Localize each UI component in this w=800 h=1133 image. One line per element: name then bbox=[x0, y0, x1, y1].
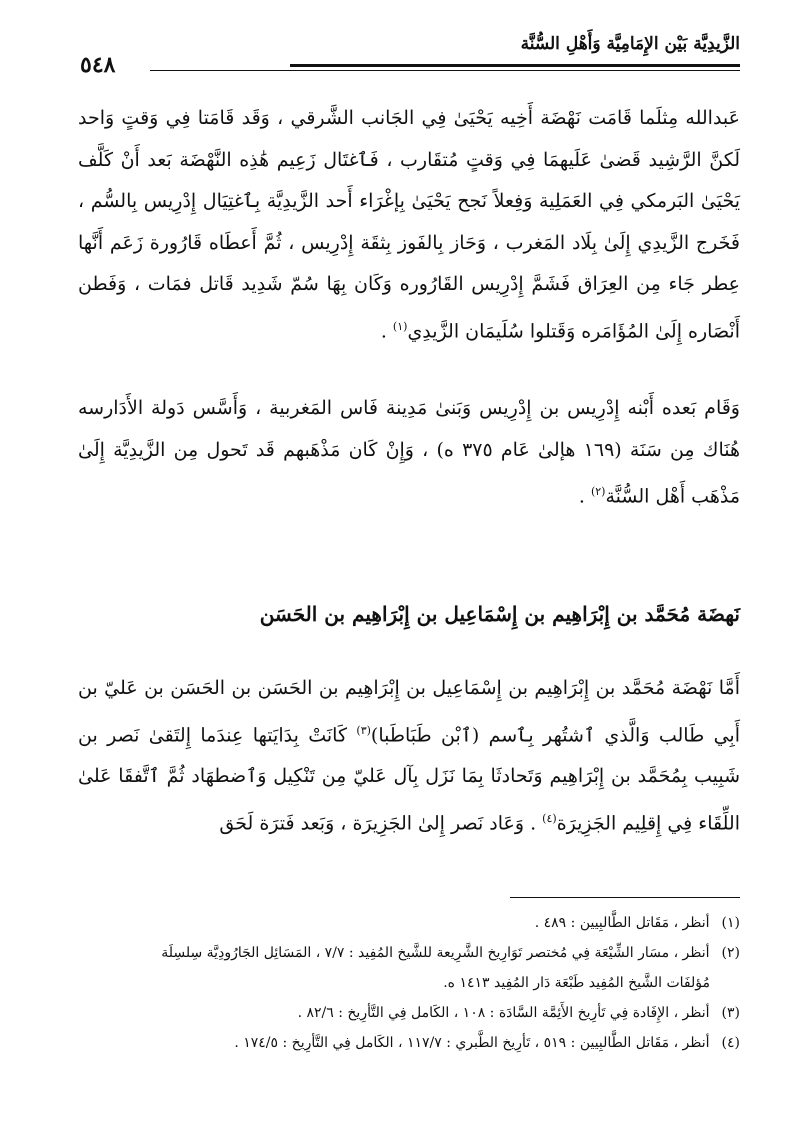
paragraph-3-text-a: أَمَّا نَهْضَة مُحَمَّد بن إِبْرَاهِيم بن إِسْمَاعِيل بن إِبْرَاهِيم بن الحَسَن بن الحَسَن بن عَليّ بن أَبِي طَالب وَالَّذي ٱشتُهر بِٱسم (ٱبْن طَبَاطَبا) bbox=[78, 677, 740, 746]
running-title: الزَّيدِيَّة بَيْن الإِمَامِيَّة وَأَهْلِ السُّنَّة bbox=[520, 34, 740, 54]
running-header bbox=[80, 34, 740, 78]
footnote-separator bbox=[510, 897, 740, 898]
footnote-1 bbox=[78, 908, 740, 938]
paragraph-3-text-b: كَانَتْ بِدَايَتها عِندَما إِلتَقىٰ نَصر بن شَبِيب بِمُحَمَّد بن إِبْرَاهِيم وَتَحادثَا بِمَا نَزَل بِآل عَليّ مِن تَنْكِيل وَٱضطهَاد ثُمَّ ٱتَّفقَا عَلىٰ اللِّقَاء فِي إِقلِيم الجَزِيرَة bbox=[78, 723, 740, 835]
paragraph-3 bbox=[78, 668, 740, 845]
footnote-text: أنظر ، الإِفَادة فِي تَأرِيخ الأَئِمَّة السَّادَة : ١٠٨ ، الكَامل فِي التَّأرِيخ : ٨٢/٦ . bbox=[297, 1005, 710, 1021]
footnotes bbox=[78, 908, 740, 1058]
footnote-number: (٤) bbox=[721, 1035, 740, 1051]
footnote-text: أنظر ، مسَار الشِّيْعَة فِي مُختصر تَوَارِيخ الشَّرِيعة للشَّيخ المُفِيد : ٧/٧ ، المَسَائِل الجَارُودِيَّة سِلسِلَة bbox=[161, 945, 710, 961]
section-heading: نَهضَة مُحَمَّد بن إِبْرَاهِيم بن إِسْمَاعِيل بن إِبْرَاهِيم بن الحَسَن bbox=[259, 602, 740, 626]
footnote-text: أنظر ، مَقَاتل الطَّالبِيين : ٥١٩ ، تَأرِيخ الطَّبري : ١١٧/٧ ، الكَامل فِي التَّأرِيخ : ١٧٤/٥ . bbox=[234, 1035, 710, 1051]
footnote-number: (٣) bbox=[721, 1005, 740, 1021]
footnote-ref-4: (٤) bbox=[542, 811, 557, 825]
header-rule-thin bbox=[150, 70, 740, 71]
footnote-ref-1: (١) bbox=[392, 319, 408, 333]
footnote-3 bbox=[78, 998, 740, 1028]
footnote-ref-3: (٣) bbox=[356, 723, 371, 737]
paragraph-1-text: عَبدالله مِثلَما قَامَت نَهْضَة أَخِيه يَحْيَىٰ فِي الجَانب الشَّرقي ، وَقَد قَامَتا فِي وَقتٍ وَاحد لَكنَّ الرَّشِيد قَضىٰ عَلَيهمَا فِي وَقتٍ مُتقَارب ، فَٱغتَال زَعِيم هَٰذِه النَّهْضَة بَعد أَنْ كَلَّف يَحْيَىٰ البَرمكي فِي العَمَلِية وَفِعلاً نَجح يَحْيَىٰ بِإغْرَاء أَحد الزَّيدِيَّة بِٱغتِيَال إِدْرِيس بِالسُّم ، فَخَرج الزَّيدِي إِلَىٰ بِلَاد المَغرب ، وَحَاز بِالفَوز بِثقَة إِدْرِيس ، ثُمَّ أَعطَاه قَارُورة زَعَم أَنَّها عِطر جَاء مِن العِرَاق فَشَمَّ إِدْرِيس القَارُوره وَكَان بِهَا سُمّ شَدِيد قَاتل فمَات ، وَفَطن أَنْصَاره إِلَىٰ المُؤَامَره وَقَتلوا سُلَيمَان الزَّيدِي bbox=[78, 107, 740, 342]
footnote-text: أنظر ، مَقَاتل الطَّالبِيين : ٤٨٩ . bbox=[534, 915, 710, 931]
header-rule-thick bbox=[290, 64, 740, 67]
footnote-2-continuation: مُؤلفَات الشَّيخ المُفِيد طَبْعَة دَار المُفِيد ١٤١٣ ه. bbox=[443, 975, 710, 991]
paragraph-2: وَقَام بَعده أَبْنه إِدْرِيس بن إِدْرِيس وَبَنىٰ مَدِينة فَاس المَغربية ، وَأَسَّس دَولة الأَدَارسه هُنَاك مِن سَنَة (١٦٩ هإلىٰ عَام ٣٧٥ ه) ، وَإِنْ كَان مَذْهَبهم قَد تَحول مِن الزَّيدِيَّة إِلَىٰ مَذْهَب أَهْل السُّنَّة$^{(٢)}$ . bbox=[78, 397, 740, 508]
footnote-ref-2: (٢) bbox=[590, 485, 606, 498]
footnote-4 bbox=[78, 1028, 740, 1058]
footnote-2 bbox=[78, 938, 740, 968]
footnote-number: (٢) bbox=[721, 945, 740, 961]
footnote-number: (١) bbox=[721, 915, 740, 931]
paragraph-1: عَبدالله مِثلَما قَامَت نَهْضَة أَخِيه يَحْيَىٰ فِي الجَانب الشَّرقي ، وَقَد قَامَتا فِي وَقتٍ وَاحد لَكنَّ الرَّشِيد قَضىٰ عَلَيهمَا فِي وَقتٍ مُتقَارب ، فَٱغتَال زَعِيم هَٰذِه النَّهْضَة بَعد أَنْ كَلَّف يَحْيَىٰ البَرمكي فِي العَمَلِية وَفِعلاً نَجح يَحْيَىٰ بِإغْرَاء أَحد الزَّيدِيَّة بِٱغتِيَال إِدْرِيس بِالسُّم ، فَخَرج الزَّيدِي إِلَىٰ بِلَاد المَغرب ، وَحَاز بِالفَوز بِثقَة إِدْرِيس ، ثُمَّ أَعطَاه قَارُورة زَعَم أَنَّها عِطر جَاء مِن العِرَاق فَشَمَّ إِدْرِيس القَارُوره وَكَان بِهَا سُمّ شَدِيد قَاتل فمَات ، وَفَطن أَنْصَاره إِلَىٰ المُؤَامَره وَقَتلوا سُلَيمَان الزَّيدِي$^{(١)}$ . bbox=[78, 107, 740, 342]
paragraph-2-text: وَقَام بَعده أَبْنه إِدْرِيس بن إِدْرِيس وَبَنىٰ مَدِينة فَاس المَغربية ، وَأَسَّس دَولة الأَدَارسه هُنَاك مِن سَنَة (١٦٩ هإلىٰ عَام ٣٧٥ ه) ، وَإِنْ كَان مَذْهَبهم قَد تَحول مِن الزَّيدِيَّة إِلَىٰ مَذْهَب أَهْل السُّنَّة bbox=[78, 397, 740, 508]
paragraph-3-text-c: . وَعَاد نَصر إِلىٰ الجَزِيرَة ، وَبَعد فَترَة لَحَق bbox=[219, 812, 537, 835]
page-number: ٥٤٨ bbox=[80, 52, 116, 78]
